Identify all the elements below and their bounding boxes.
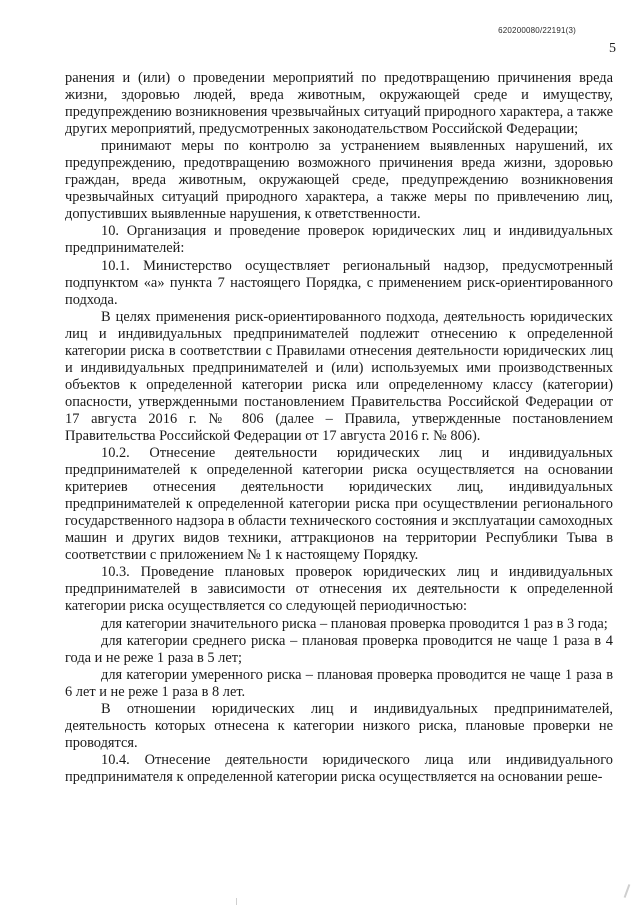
paragraph-measures: принимают меры по контролю за устранением выявленных нарушений, их предупреждению, предотвращению возможного причинения вреда жизни, здоровью граждан, вреда животным, окружающей среде, предупреждению возникновения чрезвычайных ситуаций природного характера, а также меры по привлечению лиц, допустивших выявленные нарушения, к ответственности. [65, 138, 613, 223]
paragraph-continuation: ранения и (или) о проведении мероприятий по предотвращению причинения вреда жизни, здоровью людей, вреда животным, окружающей среде и имуществу, предупреждению возникновения чрезвычайных ситуаций природного характера, а также других мероприятий, предусмотренных законодательством Российской Федерации; [65, 70, 613, 138]
paragraph-medium-risk: для категории среднего риска – плановая проверка проводится не чаще 1 раза в 4 года и не реже 1 раза в 5 лет; [65, 632, 613, 666]
paragraph-section-10-3: 10.3. Проведение плановых проверок юридических лиц и индивидуальных предпринимателей в зависимости от отнесения их деятельности к определенной категории риска осуществляется со следующей периодичностью: [65, 564, 613, 615]
paragraph-section-10-1: 10.1. Министерство осуществляет региональный надзор, предусмотренный подпунктом «а» пункта 7 настоящего Порядка, с применением риск-ориентированного подхода. [65, 257, 613, 308]
paragraph-low-risk: В отношении юридических лиц и индивидуальных предпринимателей, деятельность которых отнесена к категории низкого риска, плановые проверки не проводятся. [65, 700, 613, 751]
paragraph-section-10: 10. Организация и проведение проверок юридических лиц и индивидуальных предпринимателей: [65, 223, 613, 257]
paragraph-moderate-risk: для категории умеренного риска – плановая проверка проводится не чаще 1 раза в 6 лет и не реже 1 раза в 8 лет. [65, 666, 613, 700]
scan-artifact-bottom [236, 898, 237, 905]
document-body [65, 70, 613, 786]
paragraph-significant-risk: для категории значительного риска – плановая проверка проводится 1 раз в 3 года; [101, 615, 608, 632]
document-id: 620200080/22191(3) [498, 26, 576, 35]
page-number: 5 [609, 41, 616, 56]
paragraph-section-10-4: 10.4. Отнесение деятельности юридического лица или индивидуального предпринимателя к определенной категории риска осуществляется на основании реше- [65, 751, 613, 785]
scan-artifact-corner [624, 884, 631, 898]
paragraph-risk-approach: В целях применения риск-ориентированного подхода, деятельность юридических лиц и индивидуальных предпринимателей подлежит отнесению к определенной категории риска в соответствии с Правилами отнесения деятельности юридических лиц и индивидуальных предпринимателей и (или) используемых ими производственных объектов к определенной категории риска или определенному классу (категории) опасности, утвержденными постановлением Правительства Российской Федерации от 17 августа 2016 г. № 806 (далее – Правила, утвержденные постановлением Правительства Российской Федерации от 17 августа 2016 г. № 806). [65, 308, 613, 444]
paragraph-section-10-2: 10.2. Отнесение деятельности юридических лиц и индивидуальных предпринимателей к определенной категории риска осуществляется на основании критериев отнесения деятельности юридических лиц, индивидуальных предпринимателей к определенной категории риска при осуществлении регионального государственного надзора в области технического состояния и эксплуатации самоходных машин и других видов техники, аттракционов на территории Республики Тыва в соответствии с приложением № 1 к настоящему Порядку. [65, 445, 613, 564]
